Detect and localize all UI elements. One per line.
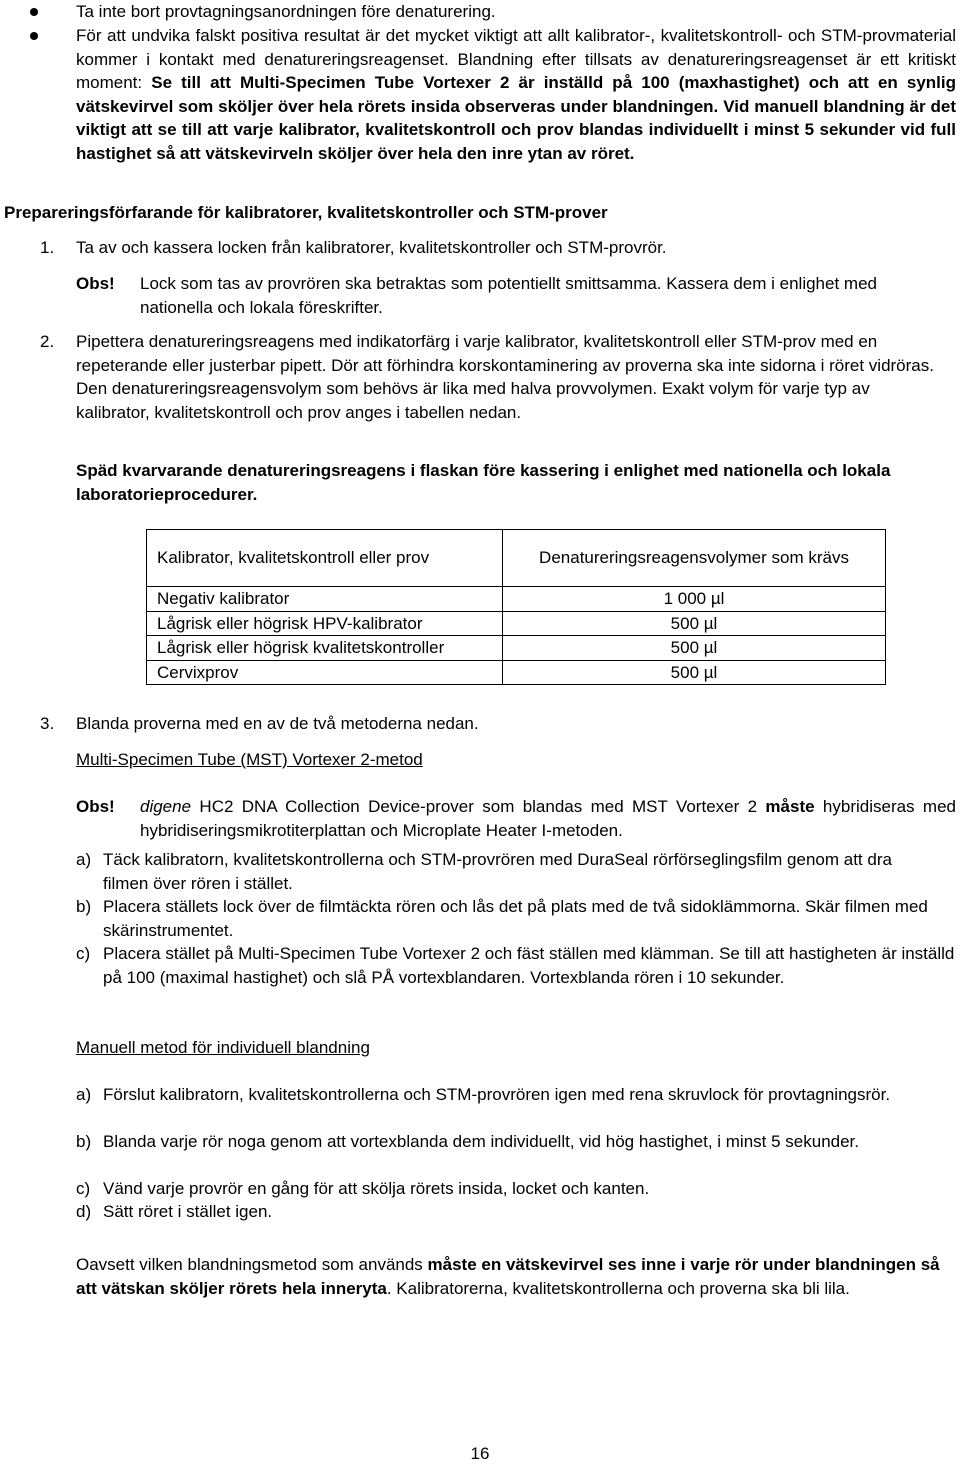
manual-item-c-text: Vänd varje provrör en gång för att skölja rörets insida, locket och kanten. xyxy=(103,1179,650,1198)
bullet-2-bold-text: Se till att Multi-Specimen Tube Vortexer 2 är inställd på 100 (maxhastighet) och att en synlig vätskevirvel som sköljer över hela rörets insida observeras under blandningen. Vid manuell blandning är det viktigt att se till att varje kalibrator, kvalitetskontroll och prov blandas individuellt i minst 5 sekunder vid full hastighet så att vätskevirveln sköljer över hela den inre ytan av röret. xyxy=(76,73,957,163)
mst-item-a-text: Täck kalibratorn, kvalitetskontrollerna och STM-provrören med DuraSeal rörförseglingsfilm genom att dra filmen över rören i stället. xyxy=(103,850,892,893)
bullet-marker xyxy=(30,8,38,16)
step-2-number: 2. xyxy=(40,332,55,351)
table-row xyxy=(147,611,886,636)
manual-method-heading: Manuell metod för individuell blandning xyxy=(76,1038,370,1057)
mst-item-b-label: b) xyxy=(76,897,92,916)
bullet-1-text: Ta inte bort provtagningsanordningen före denaturering. xyxy=(76,2,496,21)
manual-item-d-text: Sätt röret i stället igen. xyxy=(103,1202,273,1221)
section-heading: Prepareringsförfarande för kalibratorer, kvalitetskontroller och STM-prover xyxy=(4,203,608,222)
mst-item-c-text: Placera stället på Multi-Specimen Tube Vortexer 2 och fäst ställen med klämman. Se till att hastigheten är inställd på 100 (maximal hastighet) och slå PÅ vortexblandaren. Vortexblanda rören i 10 sekunder. xyxy=(103,944,955,987)
mst-method-heading: Multi-Specimen Tube (MST) Vortexer 2-metod xyxy=(76,750,423,769)
step-3-text: Blanda proverna med en av de två metoderna nedan. xyxy=(76,714,479,733)
manual-item-b-text: Blanda varje rör noga genom att vortexblanda dem individuellt, vid hög hastighet, i minst 5 sekunder. xyxy=(103,1132,860,1151)
mst-item-a-label: a) xyxy=(76,850,92,869)
closing-bold-text: måste en vätskevirvel ses inne i varje rör under blandningen så att vätskan sköljer rörets hela inneryta xyxy=(76,1255,940,1298)
reagent-volume-table xyxy=(146,529,886,685)
manual-item-c-label: c) xyxy=(76,1179,91,1198)
mst-obs-italic: digene xyxy=(140,797,192,816)
table-cell: Lågrisk eller högrisk kvalitetskontroller xyxy=(147,636,503,661)
table-header-cell: Kalibrator, kvalitetskontroll eller prov xyxy=(147,530,503,587)
step-1-text: Ta av och kassera locken från kalibratorer, kvalitetskontroller och STM-provrör. xyxy=(76,238,667,257)
mst-obs-label: Obs! xyxy=(76,797,115,816)
table-header-cell: Denatureringsreagensvolymer som krävs xyxy=(503,530,886,587)
mst-item-c-label: c) xyxy=(76,944,91,963)
table-cell: Negativ kalibrator xyxy=(147,587,503,612)
manual-item-a-label: a) xyxy=(76,1085,92,1104)
page-number: 16 xyxy=(470,1444,490,1463)
table-cell: 1 000 µl xyxy=(503,587,886,612)
step-1-obs-text: Lock som tas av provrören ska betraktas som potentiellt smittsamma. Kassera dem i enlighet med nationella och lokala föreskrifter. xyxy=(140,274,877,317)
table-cell: Lågrisk eller högrisk HPV-kalibrator xyxy=(147,611,503,636)
table-cell: 500 µl xyxy=(503,611,886,636)
bullet-marker xyxy=(30,32,38,40)
table-row xyxy=(147,636,886,661)
bullet-2-paragraph xyxy=(76,24,956,165)
mst-item-b-text: Placera ställets lock över de filmtäckta rören och lås det på plats med de två sidoklämmorna. Skär filmen med skärinstrumentet. xyxy=(103,897,928,940)
table-row xyxy=(147,587,886,612)
step-1-number: 1. xyxy=(40,238,55,257)
step-2-text: Pipettera denatureringsreagens med indikatorfärg i varje kalibrator, kvalitetskontroll eller STM-prov med en repeterande eller justerbar pipett. Dör att förhindra korskontaminering av proverna ska inte sidorna i röret vidröras. Den denatureringsreagensvolym som behövs är lika med halva provvolymen. Exakt volym för varje typ av kalibrator, kvalitetskontroll och prov anges i tabellen nedan. xyxy=(76,332,934,422)
table-row xyxy=(147,660,886,685)
manual-item-a-text: Förslut kalibratorn, kvalitetskontrollerna och STM-provrören igen med rena skruvlock för provtagningsrör. xyxy=(103,1085,891,1104)
step-1-obs-label: Obs! xyxy=(76,274,115,293)
step-2-bold-note: Späd kvarvarande denatureringsreagens i flaskan före kassering i enlighet med nationella och lokala laboratorieprocedurer. xyxy=(76,461,891,504)
closing-text: Oavsett vilken blandningsmetod som används xyxy=(76,1255,428,1274)
table-cell: 500 µl xyxy=(503,660,886,685)
mst-obs-paragraph xyxy=(140,795,956,842)
manual-item-b-label: b) xyxy=(76,1132,92,1151)
bullet-2-text: För att undvika falskt positiva resultat är det mycket viktigt att allt kalibrator-, kvalitetskontroll- och STM-provmaterial kommer i kontakt med denatureringsreagenset. Blandning efter tillsats av denatureringsreagenset är ett kritiskt moment: xyxy=(76,26,956,92)
step-3-number: 3. xyxy=(40,714,55,733)
table-cell: Cervixprov xyxy=(147,660,503,685)
closing-text: . Kalibratorerna, kvalitetskontrollerna och proverna ska bli lila. xyxy=(386,1278,850,1298)
mst-obs-text: HC2 DNA Collection Device-prover som blandas med MST Vortexer 2 xyxy=(191,797,766,816)
mst-obs-text: hybridiseras med hybridiseringsmikrotiterplattan och Microplate Heater I-metoden. xyxy=(140,797,956,840)
table-header-row xyxy=(147,530,886,587)
table-cell: 500 µl xyxy=(503,636,886,661)
manual-item-d-label: d) xyxy=(76,1202,92,1221)
mst-obs-bold: måste xyxy=(765,797,815,816)
closing-paragraph xyxy=(76,1253,956,1300)
